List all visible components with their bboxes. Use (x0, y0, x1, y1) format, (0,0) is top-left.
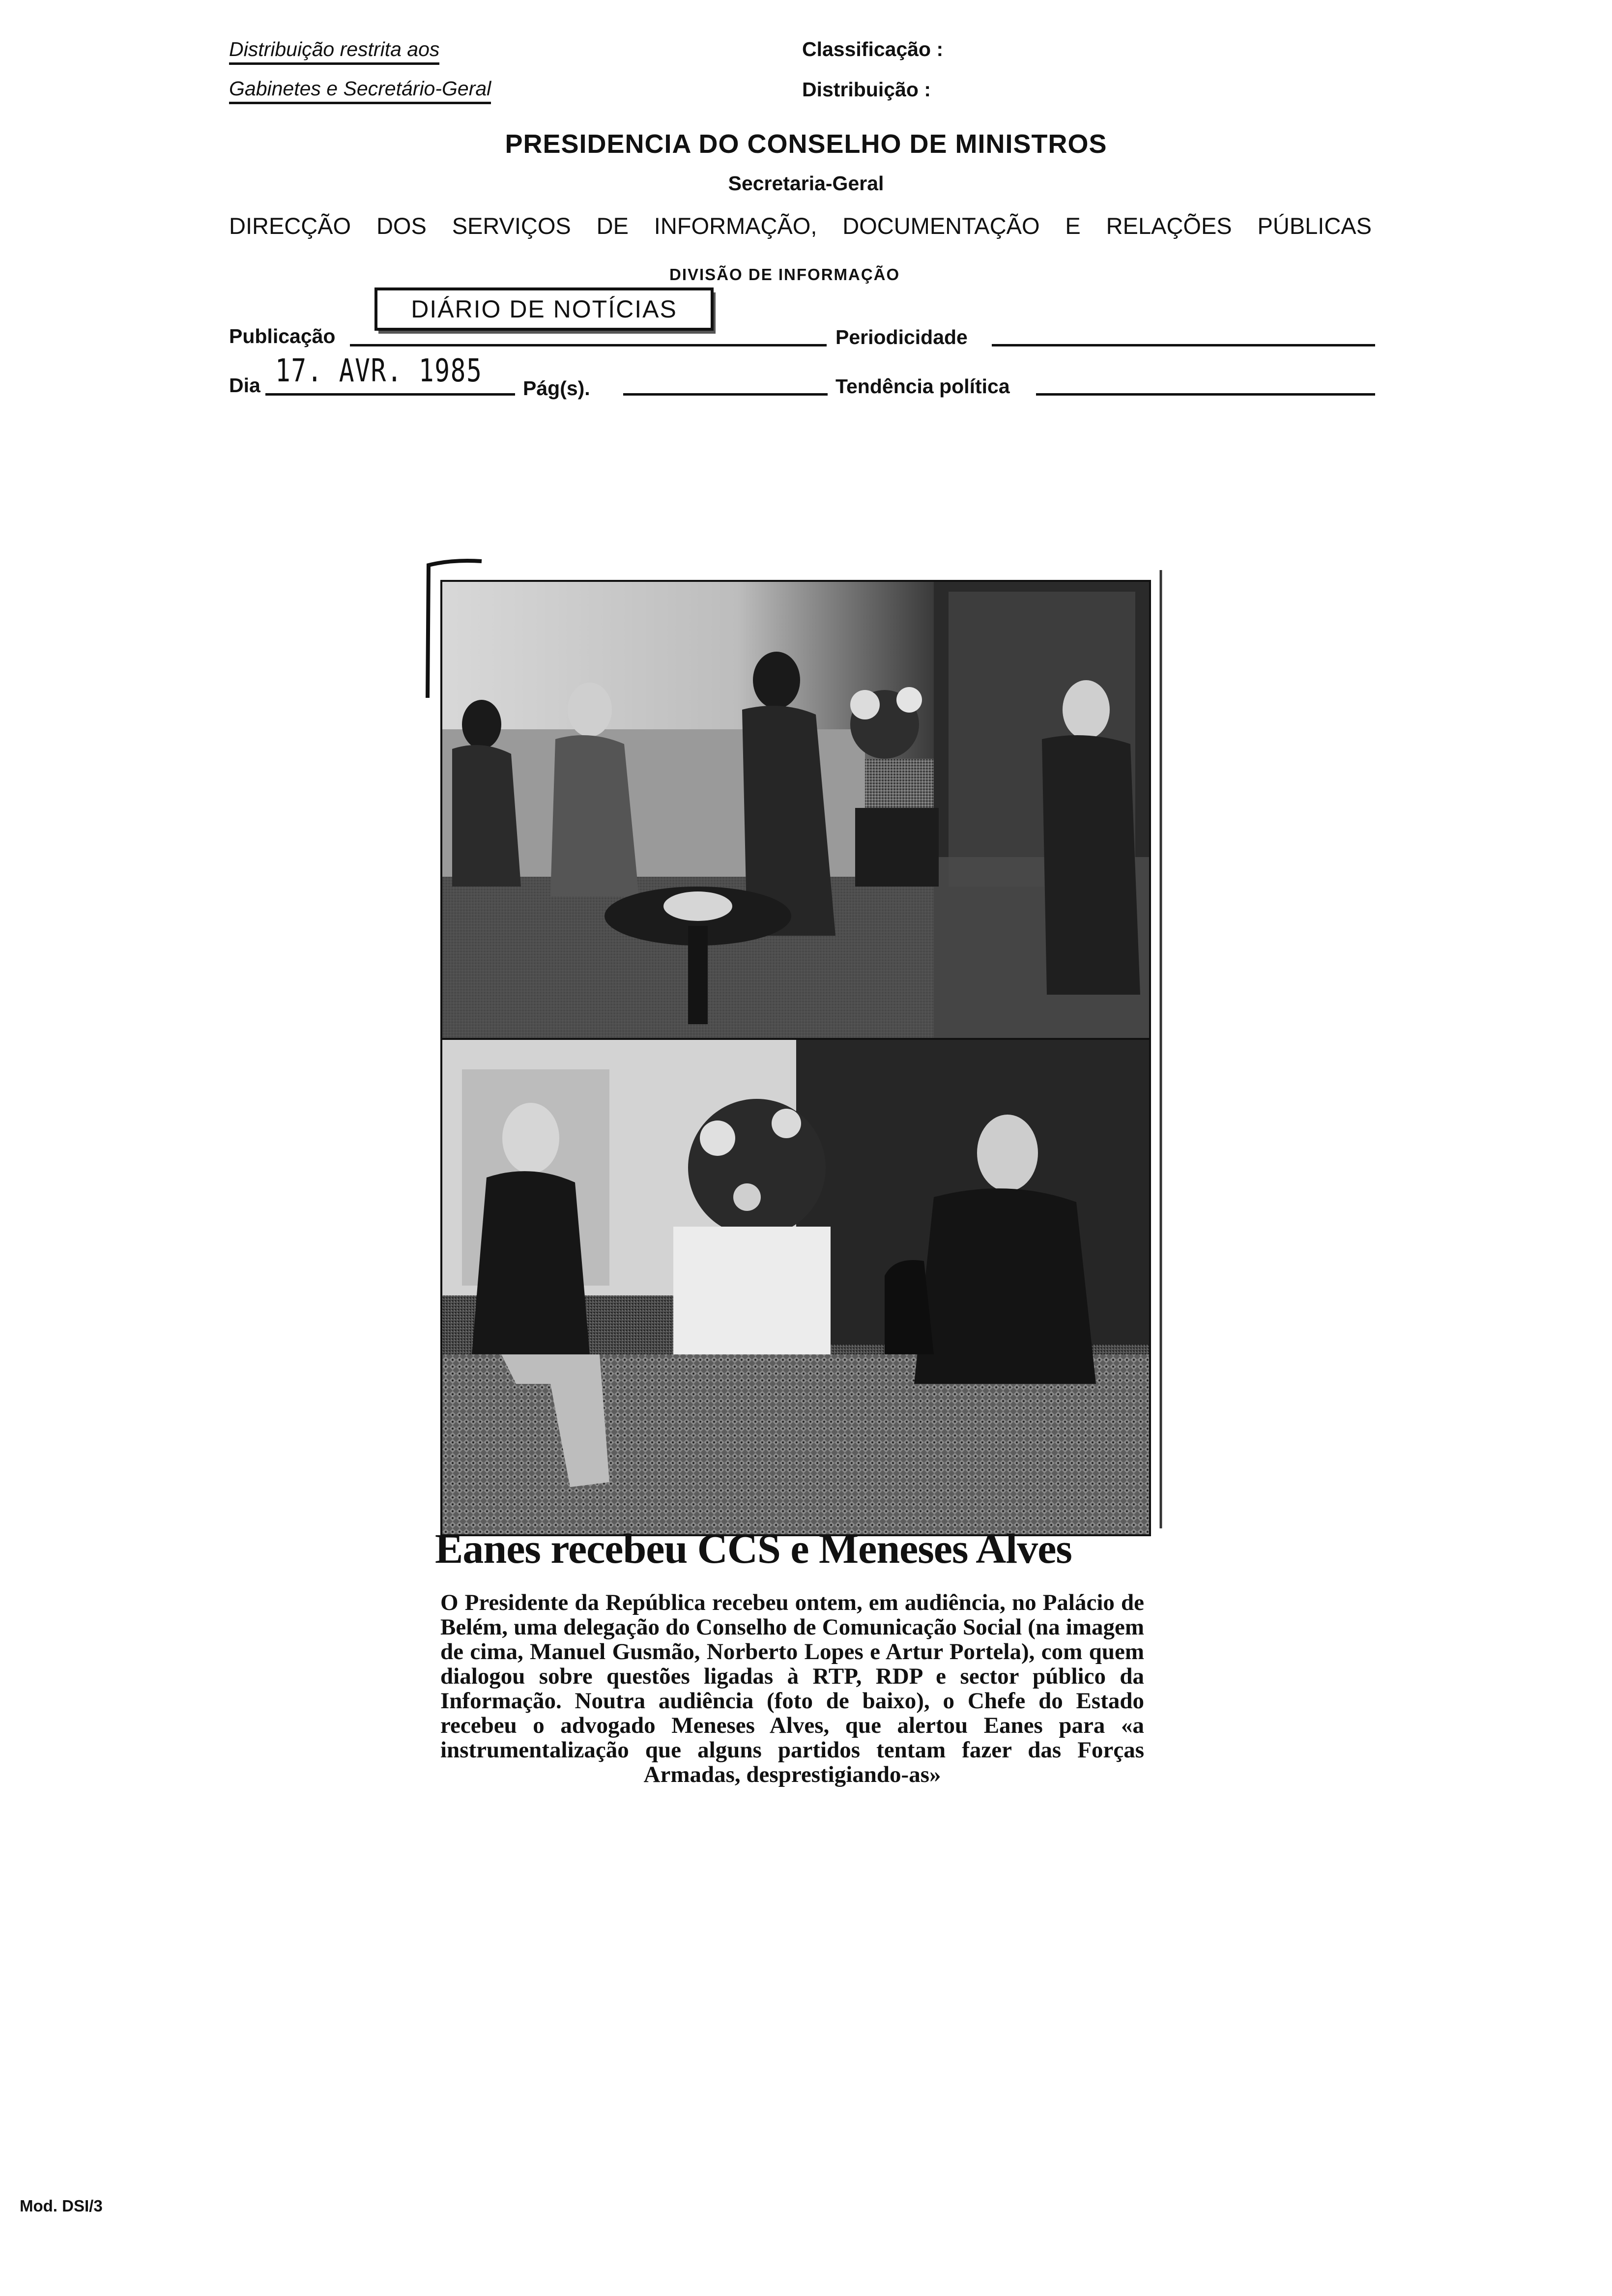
directorate-title: DIRECÇÃO DOS SERVIÇOS DE INFORMAÇÃO, DOCUMENTAÇÃO E RELAÇÕES PÚBLICAS (229, 213, 1372, 239)
article-headline: Eanes recebeu CCS e Meneses Alves (435, 1525, 1072, 1572)
org-title: PRESIDENCIA DO CONSELHO DE MINISTROS (505, 129, 1107, 159)
periodicity-line (992, 344, 1375, 346)
org-subtitle: Secretaria-Geral (728, 172, 884, 195)
form-code: Mod. DSI/3 (20, 2197, 103, 2215)
distribution-label: Distribuição : (802, 78, 931, 101)
publication-label: Publicação (229, 325, 336, 347)
day-value: 17. AVR. 1985 (275, 353, 483, 389)
classification-label: Classificação : (802, 38, 944, 60)
day-label: Dia (229, 374, 260, 397)
restricted-distribution-line2: Gabinetes e Secretário-Geral (229, 79, 491, 104)
clipping-right-edge (1156, 570, 1166, 1533)
photo-meneses-alves (440, 1038, 1151, 1536)
pages-label: Pág(s). (523, 377, 590, 400)
article-body: O Presidente da República recebeu ontem, em audiência, no Palácio de Belém, uma delegação do Conselho de Comunicação Social (na imagem de cima, Manuel Gusmão, Norberto Lopes e Artur Portela), com quem dialogou sobre questões ligadas à RTP, RDP e sector público da Informação. Noutra audiência (foto de baixo), o Chefe do Estado recebeu o advogado Meneses Alves, que alertou Eanes para «a instrumentalização que alguns partidos tentam fazer das Forças Armadas, desprestigiando-as» (440, 1590, 1144, 1787)
restricted-distribution-line1: Distribuição restrita aos (229, 39, 439, 65)
periodicity-label: Periodicidade (835, 326, 968, 348)
publication-stamp: DIÁRIO DE NOTÍCIAS (374, 287, 714, 331)
pages-line (623, 393, 828, 396)
political-tendency-line (1036, 393, 1375, 396)
photo-ccs-delegation (440, 580, 1151, 1041)
publication-line (350, 344, 827, 346)
division-title: DIVISÃO DE INFORMAÇÃO (669, 265, 900, 284)
political-tendency-label: Tendência política (835, 375, 1010, 398)
day-line (265, 393, 515, 396)
